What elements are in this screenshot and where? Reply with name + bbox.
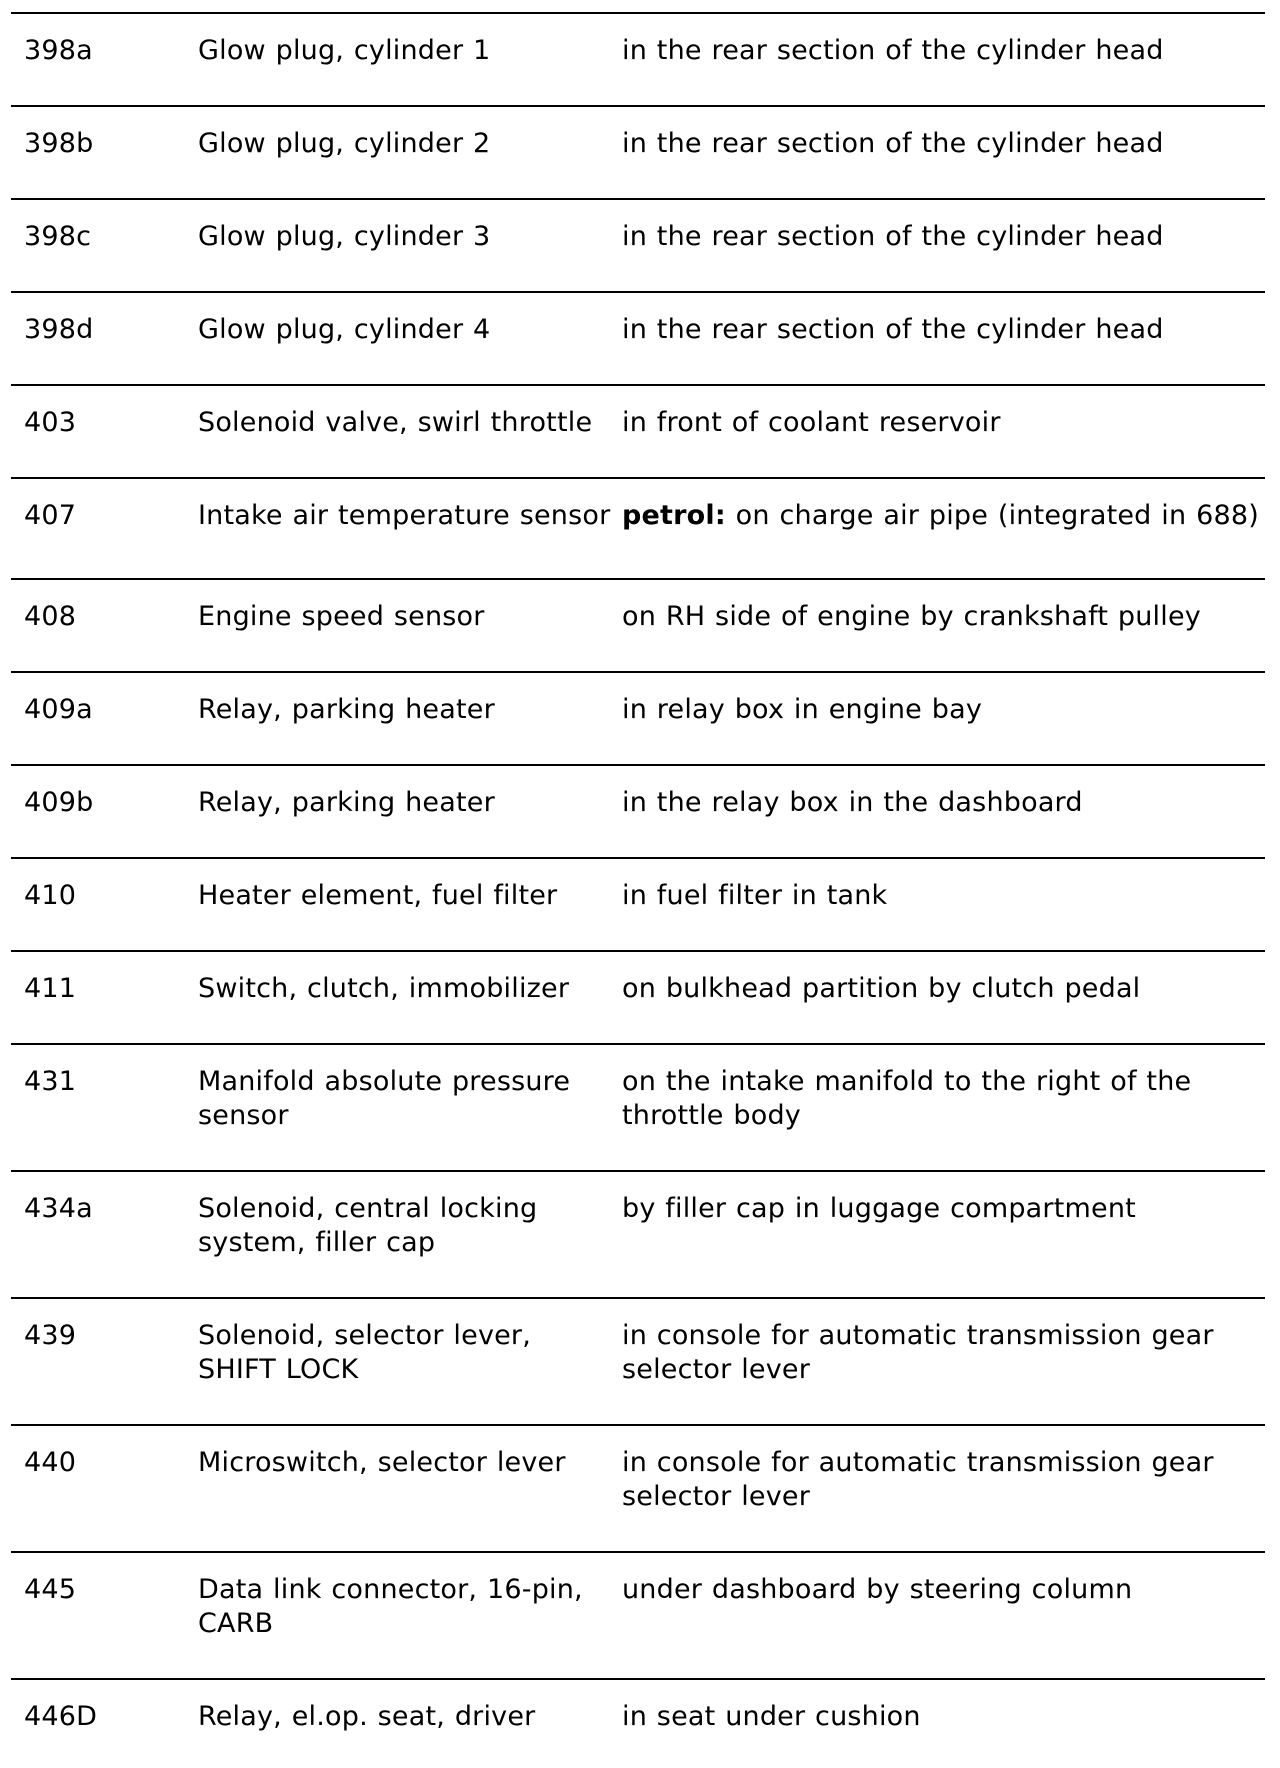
component-location: in the rear section of the cylinder head: [622, 221, 1164, 252]
component-location-table: [11, 12, 1265, 1750]
component-name: Data link connector, 16-pin, CARB: [198, 1574, 583, 1639]
table-row: [11, 766, 1265, 859]
component-location: in the rear section of the cylinder head: [622, 128, 1164, 159]
component-code: 408: [24, 601, 77, 632]
table-row: [11, 1426, 1265, 1553]
component-code: 445: [24, 1574, 77, 1605]
component-location: in console for automatic transmission gear selector lever: [622, 1320, 1214, 1385]
table-row: [11, 386, 1265, 479]
component-code: 398b: [24, 128, 94, 159]
component-name: Switch, clutch, immobilizer: [198, 973, 570, 1004]
table-row: [11, 293, 1265, 386]
table-row: [11, 1045, 1265, 1172]
component-name: Relay, parking heater: [198, 694, 495, 725]
component-location: in seat under cushion: [622, 1701, 921, 1732]
component-name: Microswitch, selector lever: [198, 1447, 566, 1478]
component-location: on bulkhead partition by clutch pedal: [622, 973, 1141, 1004]
component-code: 398d: [24, 314, 94, 345]
table-row: [11, 14, 1265, 107]
table-row: [11, 1680, 1265, 1750]
component-location: by filler cap in luggage compartment: [622, 1193, 1136, 1224]
table-row: [11, 200, 1265, 293]
component-code: 434a: [24, 1193, 93, 1224]
component-location: in the relay box in the dashboard: [622, 787, 1083, 818]
component-name: Solenoid valve, swirl throttle: [198, 407, 593, 438]
component-name: Intake air temperature sensor: [198, 500, 611, 531]
component-code: 409a: [24, 694, 93, 725]
component-name: Manifold absolute pressure sensor: [198, 1066, 571, 1131]
component-code: 439: [24, 1320, 77, 1351]
location-text: on charge air pipe (integrated in 688): [725, 500, 1259, 531]
component-location: in fuel filter in tank: [622, 880, 888, 911]
table-row: [11, 580, 1265, 673]
component-location: under dashboard by steering column: [622, 1574, 1133, 1605]
component-name: Solenoid, central locking system, filler cap: [198, 1193, 538, 1258]
component-location: in front of coolant reservoir: [622, 407, 1001, 438]
component-code: 407: [24, 500, 77, 531]
table-row: [11, 1299, 1265, 1426]
component-location: in console for automatic transmission gear selector lever: [622, 1447, 1214, 1512]
table-row: [11, 107, 1265, 200]
component-location: on RH side of engine by crankshaft pulley: [622, 601, 1201, 632]
component-code: 398a: [24, 35, 93, 66]
component-name: Glow plug, cylinder 1: [198, 35, 491, 66]
component-name: Relay, parking heater: [198, 787, 495, 818]
table-row: [11, 859, 1265, 952]
component-location: in the rear section of the cylinder head: [622, 314, 1164, 345]
component-name: Engine speed sensor: [198, 601, 485, 632]
component-name: Relay, el.op. seat, driver: [198, 1701, 536, 1732]
component-code: 403: [24, 407, 77, 438]
component-code: 410: [24, 880, 77, 911]
component-code: 446D: [24, 1701, 98, 1732]
table-row: [11, 1172, 1265, 1299]
component-location: on the intake manifold to the right of the throttle body: [622, 1066, 1192, 1131]
component-code: 398c: [24, 221, 92, 252]
component-location: in the rear section of the cylinder head: [622, 35, 1164, 66]
component-code: 440: [24, 1447, 77, 1478]
table-row: [11, 1553, 1265, 1680]
component-name: Glow plug, cylinder 4: [198, 314, 491, 345]
component-name: Solenoid, selector lever, SHIFT LOCK: [198, 1320, 532, 1385]
component-name: Glow plug, cylinder 3: [198, 221, 491, 252]
fuel-type-label: petrol:: [622, 500, 726, 531]
component-code: 411: [24, 973, 77, 1004]
component-code: 431: [24, 1066, 77, 1097]
table-row: [11, 479, 1265, 580]
component-code: 409b: [24, 787, 94, 818]
component-location: in relay box in engine bay: [622, 694, 983, 725]
component-location: [622, 479, 1265, 578]
component-name: Glow plug, cylinder 2: [198, 128, 491, 159]
table-row: [11, 673, 1265, 766]
component-name: Heater element, fuel filter: [198, 880, 558, 911]
table-row: [11, 952, 1265, 1045]
